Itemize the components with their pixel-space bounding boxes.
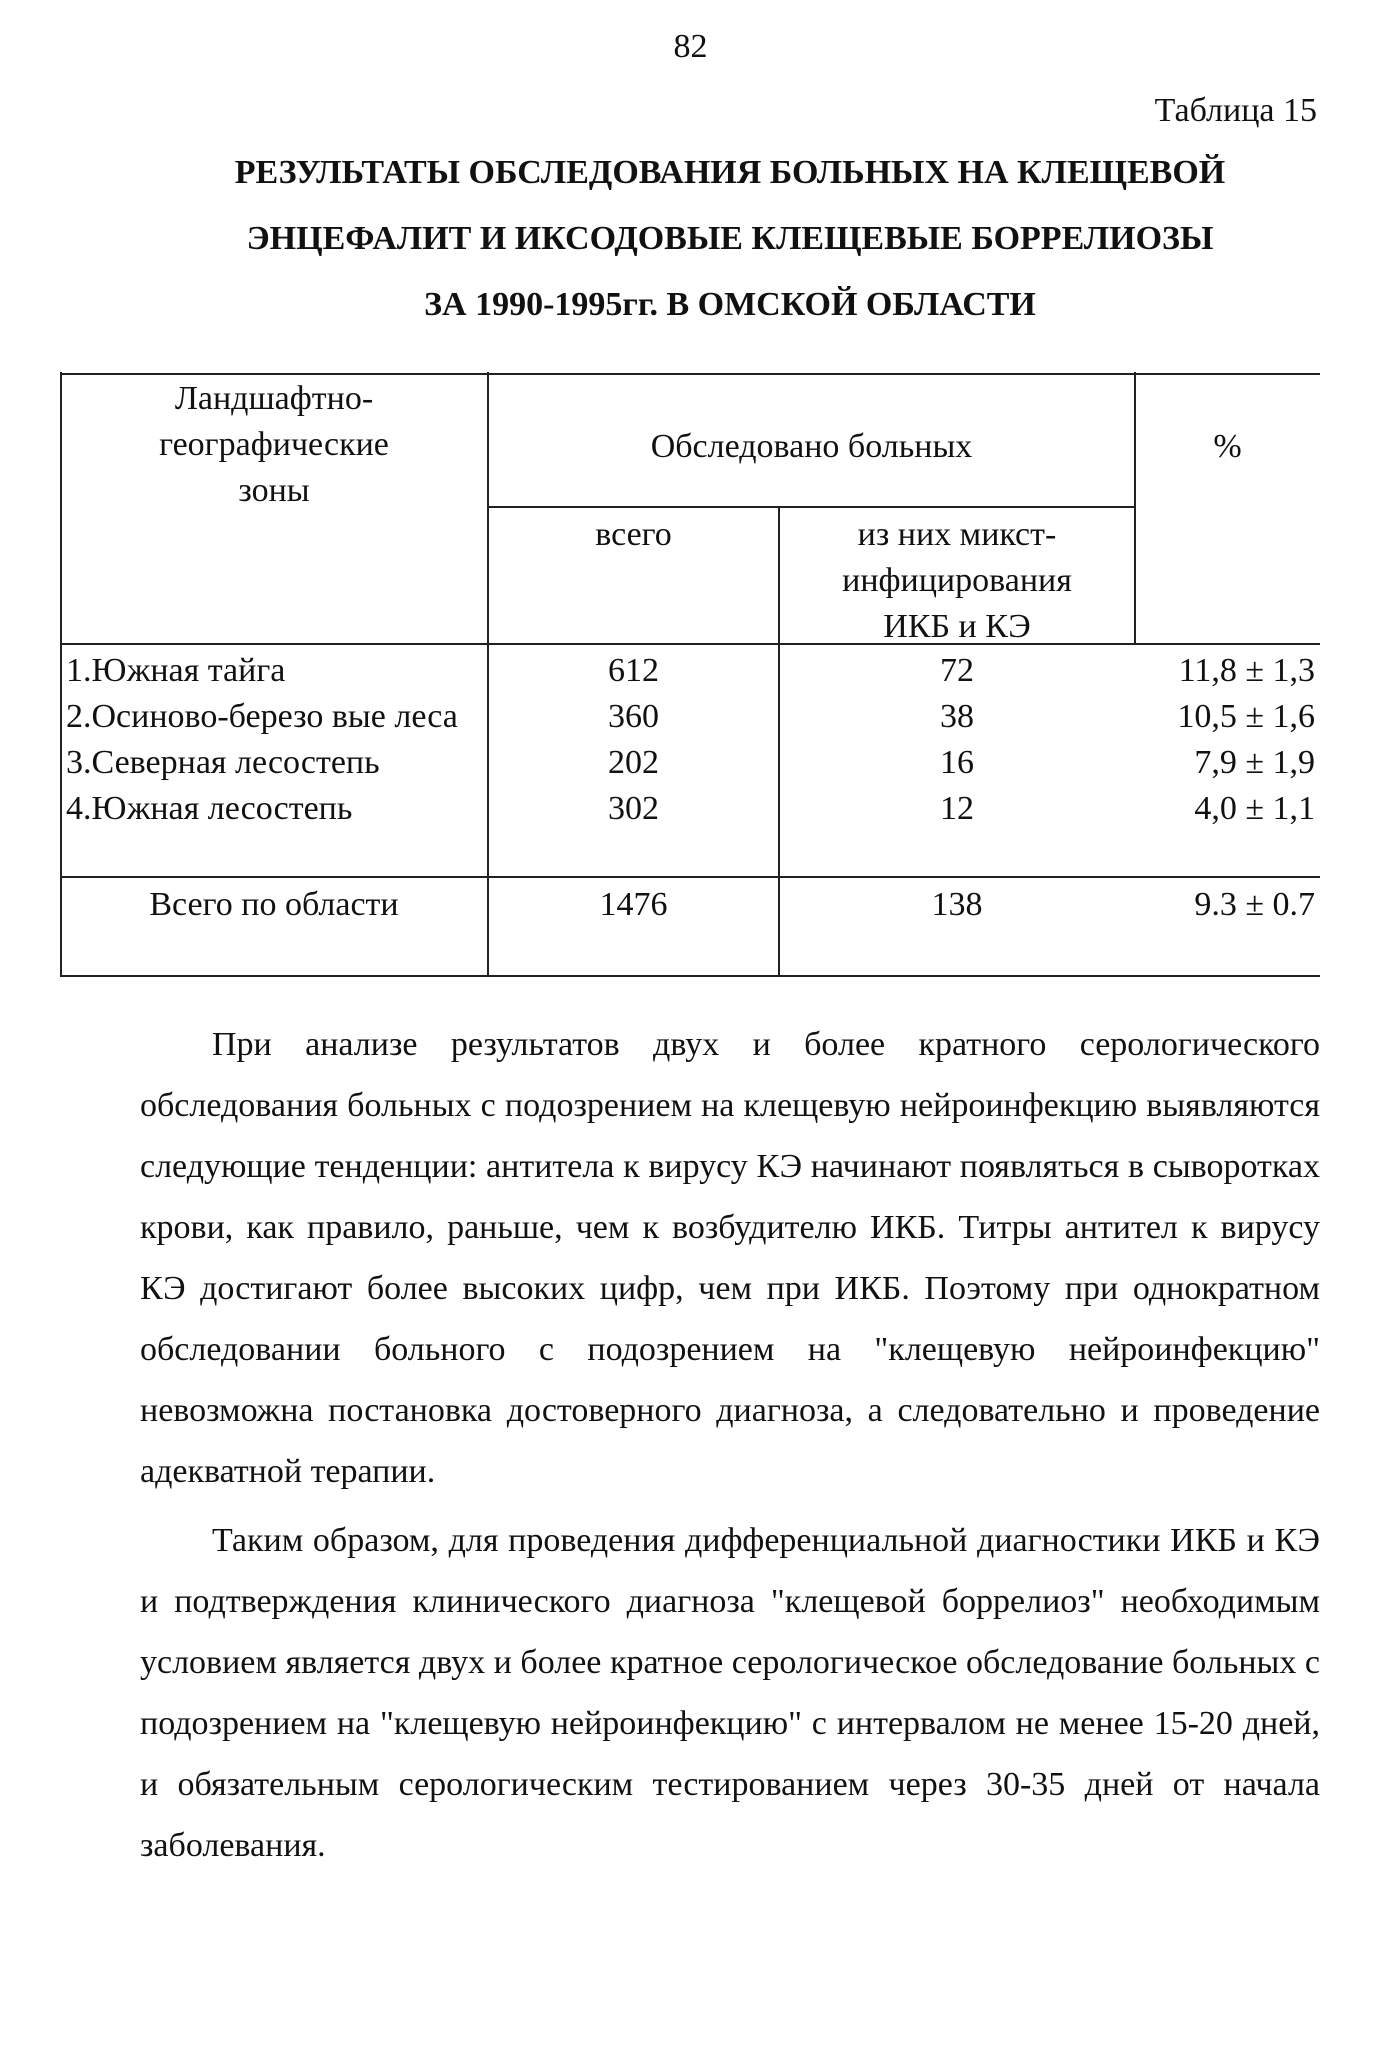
paragraph: При анализе результатов двух и более кратного серологического обследования больных с подозрением на клещевую нейроинфекцию выявляются следующие тенденции: антитела к вирусу КЭ начинают появляться в сыворотках крови, как правило, раньше, чем к возбудителю ИКБ. Титры антител к вирусу КЭ достигают более высоких цифр, чем при ИКБ. Поэтому при однократном обследовании больного с подозрением на "клещевую нейроинфекцию" невозможна постановка достоверного диагноза, а следовательно и проведение адекватной терапии. [140,1026,1320,1490]
header-mixed [779,512,1135,650]
row-mixed: 16 [940,744,974,781]
header-zone-line: Ландшафтно- [174,380,374,417]
row-percent: 7,9 ± 1,9 [1194,744,1315,781]
header-mixed-line: из них микст- [857,516,1057,553]
row-zone: 4.Южная лесостепь [66,790,353,827]
row-mixed: 38 [940,698,974,735]
row-zone: 3.Северная лесостепь [66,744,380,781]
row-percent: 10,5 ± 1,6 [1177,698,1315,735]
row-percent: 11,8 ± 1,3 [1178,652,1315,689]
row-zone: 1.Южная тайга [66,652,286,689]
document-title [140,140,1320,338]
row-total: 360 [608,698,659,735]
table-label: Таблица 15 [1154,92,1317,129]
row-zone: 2.Осиново-березо вые леса [66,698,458,735]
row-total: 612 [608,652,659,689]
title-line-2: ЭНЦЕФАЛИТ И ИКСОДОВЫЕ КЛЕЩЕВЫЕ БОРРЕЛИОЗЫ [246,220,1214,257]
title-line-1: РЕЗУЛЬТАТЫ ОБСЛЕДОВАНИЯ БОЛЬНЫХ НА КЛЕЩЕВОЙ [234,154,1226,191]
header-mixed-line: инфицирования [842,562,1072,599]
row-mixed: 72 [940,652,974,689]
row-total: 202 [608,744,659,781]
page-number: 82 [673,28,708,65]
row-total: 302 [608,790,659,827]
title-line-3: ЗА 1990-1995гг. В ОМСКОЙ ОБЛАСТИ [424,286,1036,323]
header-zone-line: географические [159,426,389,463]
paragraph: Таким образом, для проведения дифференциальной диагностики ИКБ и КЭ и подтверждения клинического диагноза "клещевой боррелиоз" необходимым условием является двух и более кратное серологическое обследование больных с подозрением на "клещевую нейроинфекцию" с интервалом не менее 15-20 дней, и обязательным серологическим тестированием через 30-35 дней от начала заболевания. [140,1522,1320,1864]
header-percent: % [1213,428,1242,465]
header-zone-line: зоны [238,472,310,509]
header-total: всего [595,516,672,553]
header-zone [60,376,488,514]
row-percent: 4,0 ± 1,1 [1194,790,1315,827]
header-mixed-line: ИКБ и КЭ [883,608,1031,645]
row-mixed: 12 [940,790,974,827]
summary-mixed: 138 [931,886,983,923]
body-text [140,1014,1320,1876]
summary-total: 1476 [599,886,668,923]
header-examined: Обследовано больных [650,428,973,465]
results-table [60,372,1320,978]
summary-percent: 9.3 ± 0.7 [1194,886,1315,923]
summary-zone: Всего по области [149,886,399,923]
